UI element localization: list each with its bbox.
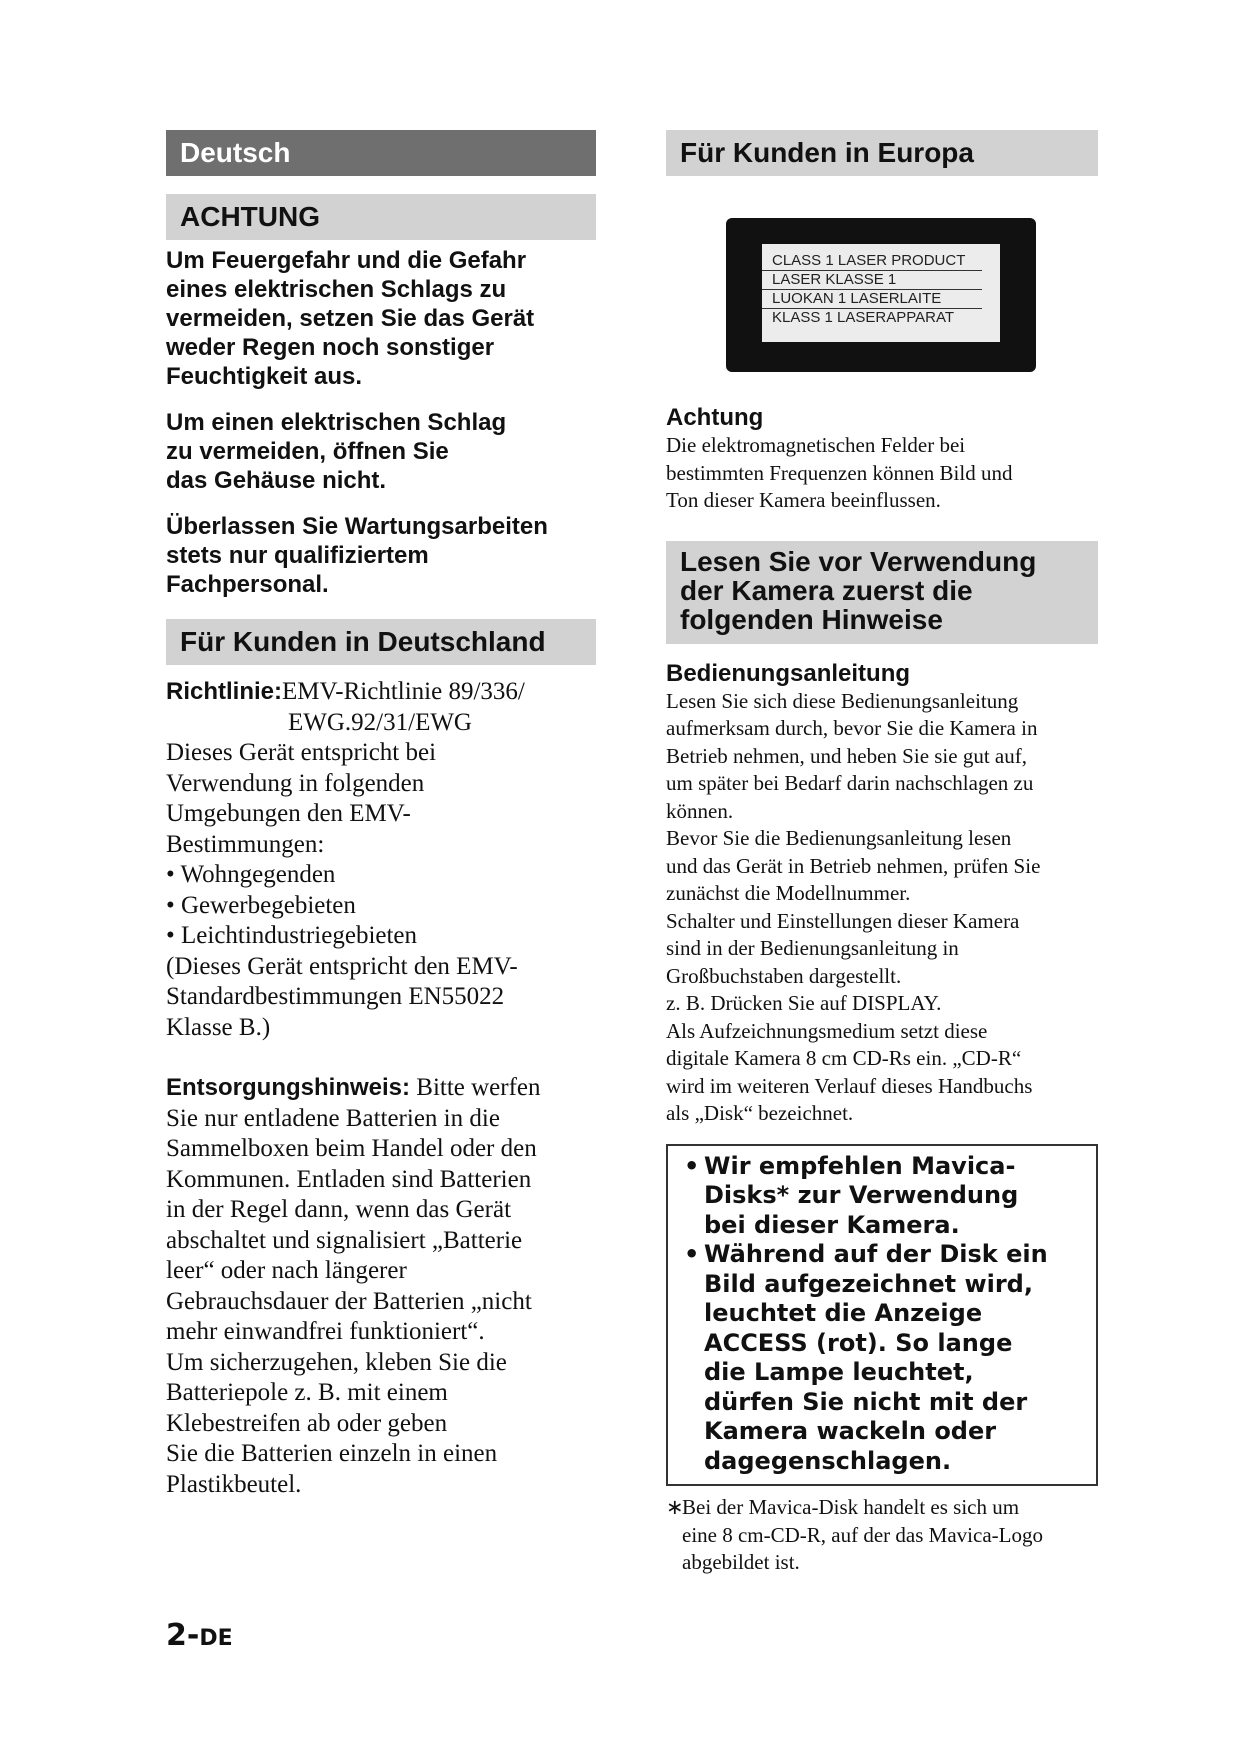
body-line: Großbuchstaben dargestellt. — [666, 963, 902, 988]
richtlinie-section — [166, 677, 596, 1043]
laser-label-line: KLASS 1 LASERAPPARAT — [772, 309, 955, 326]
body-line: wird im weiteren Verlauf dieses Handbuchs — [666, 1073, 1033, 1098]
body-line: können. — [666, 798, 734, 823]
warning-line: weder Regen noch sonstiger — [166, 334, 495, 361]
page-number-main: 2- — [166, 1618, 200, 1653]
body-line: Sammelboxen beim Handel oder den — [166, 1135, 537, 1162]
body-line: Kommunen. Entladen sind Batterien — [166, 1165, 532, 1193]
europe-header: Für Kunden in Europa — [666, 130, 1098, 176]
warning-line: Um einen elektrischen Schlag — [166, 409, 507, 436]
laser-label-image — [666, 198, 1098, 382]
warning-line: zu vermeiden, öffnen Sie — [166, 438, 449, 465]
body-line: Ton dieser Kamera beeinflussen. — [666, 488, 941, 512]
disposal-label: Entsorgungshinweis: — [166, 1074, 411, 1101]
body-line: z. B. Drücken Sie auf DISPLAY. — [666, 991, 942, 1015]
list-item: • Leichtindustriegebieten — [166, 922, 418, 949]
warning-line: Feuchtigkeit aus. — [166, 363, 363, 390]
body-line: Bevor Sie die Bedienungsanleitung lesen — [666, 826, 1012, 850]
warning-line: Fachpersonal. — [166, 571, 329, 598]
body-line: Betrieb nehmen, und heben Sie sie gut auf, — [666, 743, 1027, 768]
warning-block — [166, 408, 596, 495]
notice-line: Während auf der Disk ein — [704, 1240, 1048, 1268]
footnote-star: ∗ — [666, 1495, 684, 1519]
warning-line: vermeiden, setzen Sie das Gerät — [166, 305, 535, 332]
body-line: digitale Kamera 8 cm CD-Rs ein. „CD-R“ — [666, 1046, 1022, 1070]
warning-line: Um Feuergefahr und die Gefahr — [166, 247, 527, 274]
body-line: Gebrauchsdauer der Batterien „nicht — [166, 1287, 532, 1315]
footnote-line: abgebildet ist. — [682, 1550, 800, 1574]
notice-line: die Lampe leuchtet, — [704, 1358, 974, 1386]
body-line: Klebestreifen ab oder geben — [166, 1409, 448, 1437]
laser-label-plate — [762, 244, 1000, 342]
footnote — [666, 1494, 1098, 1577]
body-line: Dieses Gerät entspricht bei — [166, 739, 437, 766]
warning-line: eines elektrischen Schlags zu — [166, 276, 507, 303]
body-line: Sie nur entladene Batterien in die — [166, 1104, 500, 1132]
body-line: in der Regel dann, wenn das Gerät — [166, 1196, 512, 1223]
body-line: Plastikbeutel. — [166, 1470, 302, 1498]
right-column — [666, 130, 1098, 1577]
read-first-header — [666, 541, 1098, 644]
environment-list — [166, 860, 596, 952]
manual-section — [666, 660, 1098, 1128]
bullet-mark: • — [684, 1151, 700, 1180]
body-line: sind in der Bedienungsanleitung in — [666, 936, 959, 960]
achtung-header: ACHTUNG — [166, 194, 596, 240]
footnote-line: Bei der Mavica-Disk handelt es sich um — [682, 1495, 1020, 1519]
footnote-line: eine 8 cm-CD-R, auf der das Mavica-Logo — [682, 1522, 1043, 1547]
notice-item — [684, 1152, 1086, 1241]
warning-line: stets nur qualifiziertem — [166, 542, 429, 569]
warning-line: Überlassen Sie Wartungsarbeiten — [166, 513, 548, 540]
body-line: Verwendung in folgenden — [166, 769, 425, 797]
bullet-mark: • — [684, 1240, 700, 1268]
body-line: Lesen Sie sich diese Bedienungsanleitung — [666, 688, 1019, 713]
body-line: leer“ oder nach längerer — [166, 1257, 407, 1284]
body-line: Klasse B.) — [166, 1013, 271, 1041]
notice-line: Wir empfehlen Mavica- — [704, 1151, 1016, 1180]
body-line: und das Gerät in Betrieb nehmen, prüfen Sie — [666, 853, 1041, 878]
body-line: abschaltet und signalisiert „Batterie — [166, 1226, 523, 1254]
notice-line: dürfen Sie nicht mit der — [704, 1387, 1028, 1416]
richtlinie-value: EWG.92/31/EWG — [288, 708, 472, 736]
body-line: aufmerksam durch, bevor Sie die Kamera in — [666, 716, 1038, 740]
achtung-section — [666, 404, 1098, 515]
body-line: Bitte werfen — [416, 1074, 541, 1101]
body-line: Sie die Batterien einzeln in einen — [166, 1440, 498, 1467]
body-line: Schalter und Einstellungen dieser Kamera — [666, 908, 1020, 933]
header-line: folgenden Hinweise — [680, 603, 943, 635]
body-line: Umgebungen den EMV- — [166, 800, 411, 827]
notice-line: leuchtet die Anzeige — [704, 1299, 983, 1327]
body-line: mehr einwandfrei funktioniert“. — [166, 1318, 485, 1345]
page-number-suffix: DE — [199, 1626, 233, 1651]
warning-line: das Gehäuse nicht. — [166, 467, 387, 494]
richtlinie-label: Richtlinie: — [166, 678, 283, 705]
body-line: Die elektromagnetischen Felder bei — [666, 433, 966, 457]
laser-label-line: LUOKAN 1 LASERLAITE — [762, 290, 982, 309]
left-column — [166, 130, 596, 1500]
body-line: um später bei Bedarf darin nachschlagen zu — [666, 771, 1034, 795]
notice-line: Kamera wackeln oder — [704, 1417, 997, 1445]
list-item: • Wohngegenden — [166, 861, 336, 888]
notice-line: Bild aufgezeichnet wird, — [704, 1269, 1033, 1298]
warning-block — [166, 246, 596, 391]
body-line: Als Aufzeichnungsmedium setzt diese — [666, 1018, 988, 1043]
notice-line: bei dieser Kamera. — [704, 1210, 960, 1239]
laser-label-frame — [726, 218, 1036, 372]
body-line: Standardbestimmungen EN55022 — [166, 983, 505, 1010]
richtlinie-value: EMV-Richtlinie 89/336/ — [282, 678, 525, 705]
notice-line: Disks* zur Verwendung — [704, 1181, 1019, 1209]
notice-line: ACCESS (rot). So lange — [704, 1328, 1013, 1357]
page-number — [166, 1618, 233, 1653]
germany-header: Für Kunden in Deutschland — [166, 619, 596, 665]
header-line: Lesen Sie vor Verwendung — [680, 545, 1037, 577]
notice-line: dagegenschlagen. — [704, 1446, 952, 1475]
notice-box — [666, 1144, 1098, 1487]
notice-item — [684, 1240, 1086, 1476]
body-line: bestimmten Frequenzen können Bild und — [666, 460, 1013, 485]
body-line: Batteriepole z. B. mit einem — [166, 1379, 448, 1406]
body-line: als „Disk“ bezeichnet. — [666, 1101, 854, 1125]
achtung-title: Achtung — [666, 404, 764, 431]
body-line: Um sicherzugehen, kleben Sie die — [166, 1348, 507, 1376]
body-line: (Dieses Gerät entspricht den EMV- — [166, 952, 518, 980]
manual-title: Bedienungsanleitung — [666, 659, 911, 687]
language-header: Deutsch — [166, 130, 596, 176]
body-line: zunächst die Modellnummer. — [666, 881, 911, 905]
disposal-section — [166, 1073, 596, 1500]
body-line: Bestimmungen: — [166, 830, 325, 858]
laser-label-line: LASER KLASSE 1 — [762, 271, 982, 290]
laser-label-line: CLASS 1 LASER PRODUCT — [762, 252, 982, 271]
warning-block — [166, 512, 596, 599]
header-line: der Kamera zuerst die — [680, 574, 973, 606]
list-item: • Gewerbegebieten — [166, 891, 356, 919]
